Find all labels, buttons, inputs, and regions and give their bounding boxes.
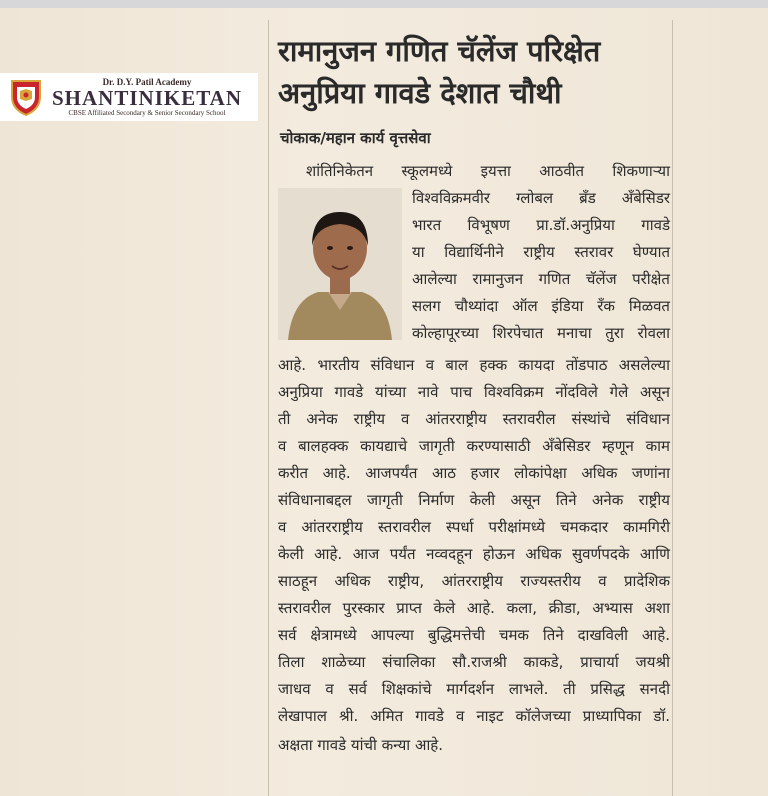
logo-school-name: SHANTINIKETAN <box>52 85 242 110</box>
column-rule-left <box>268 20 269 796</box>
school-crest-icon <box>6 77 46 117</box>
body-line-20: जाधव व सर्व शिक्षकांचे मार्गदर्शन लाभले. ती प्रसिद्ध सनदी <box>278 680 670 698</box>
article-byline: चोकाक/महान कार्य वृत्तसेवा <box>280 129 431 147</box>
body-line-6: सलग चौथ्यांदा ऑल इंडिया रँक मिळवत <box>412 297 670 315</box>
body-line-1: शांतिनिकेतन स्कूलमध्ये इयत्ता आठवीत शिकणाऱ्या <box>306 162 670 180</box>
body-line-2: विश्वविक्रमवीर ग्लोबल ब्रँड अँबेसिडर <box>412 189 670 207</box>
body-line-12: करीत आहे. आजपर्यंत आठ हजार लोकांपेक्षा अधिक जणांना <box>278 464 670 482</box>
body-line-11: व बालहक्क कायद्याचे जागृती करण्यासाठी अँबेसिडर म्हणून काम <box>278 437 670 455</box>
body-line-5: आलेल्या रामानुजन गणित चॅलेंज परीक्षेत <box>412 270 670 288</box>
logo-academy: Dr. D.Y. Patil Academy <box>102 76 192 87</box>
body-line-13: संविधानाबद्दल जागृती निर्माण केली असून तिने अनेक राष्ट्रीय <box>278 491 670 509</box>
body-line-8: आहे. भारतीय संविधान व बाल हक्क कायदा तोंडपाठ असलेल्या <box>278 356 670 374</box>
body-line-7: कोल्हापूरच्या शिरपेचात मनाचा तुरा रोवला <box>412 324 670 342</box>
top-bar <box>0 0 768 8</box>
article-headline <box>278 30 668 114</box>
body-line-9: अनुप्रिया गावडे यांच्या नावे पाच विश्वविक्रम नोंदविले गेले असून <box>278 383 670 401</box>
student-photo <box>278 188 402 340</box>
body-line-15: केली आहे. आज पर्यंत नव्वदहून होऊन अधिक सुवर्णपदके आणि <box>278 545 670 563</box>
body-line-14: व आंतरराष्ट्रीय स्तरावरील स्पर्धा परीक्षांमध्ये चमकदार कामगिरी <box>278 518 670 536</box>
headline-line-1: रामानुजन गणित चॅलेंज परिक्षेत <box>278 34 601 68</box>
logo-tagline: CBSE Affiliated Secondary & Senior Secondary School <box>68 108 226 117</box>
body-line-22: अक्षता गावडे यांची कन्या आहे. <box>278 736 444 754</box>
body-line-18: सर्व क्षेत्रामध्ये आपल्या बुद्धिमत्तेची चमक तिने दाखविली आहे. <box>278 626 670 644</box>
headline-line-2: अनुप्रिया गावडे देशात चौथी <box>278 76 562 110</box>
school-logo-banner <box>0 73 258 121</box>
body-line-4: या विद्यार्थिनीने राष्ट्रीय स्तरावर घेण्यात <box>412 243 670 261</box>
body-line-3: भारत विभूषण प्रा.डॉ.अनुप्रिया गावडे <box>412 216 670 234</box>
body-line-21: लेखापाल श्री. अमित गावडे व नाइट कॉलेजच्या प्राध्यापिका डॉ. <box>278 707 670 725</box>
column-rule-right <box>672 20 673 796</box>
body-line-16: साठहून अधिक राष्ट्रीय, आंतरराष्ट्रीय राज्यस्तरीय व प्रादेशिक <box>278 572 670 590</box>
body-line-17: स्तरावरील पुरस्कार प्राप्त केले आहे. कला, क्रीडा, अभ्यास अशा <box>278 599 670 617</box>
body-line-10: ती अनेक राष्ट्रीय व आंतरराष्ट्रीय स्तरावरील संस्थांचे संविधान <box>278 410 670 428</box>
body-line-19: तिला शाळेच्या संचालिका सौ.राजश्री काकडे, प्राचार्या जयश्री <box>278 653 670 671</box>
logo-text <box>52 77 242 118</box>
